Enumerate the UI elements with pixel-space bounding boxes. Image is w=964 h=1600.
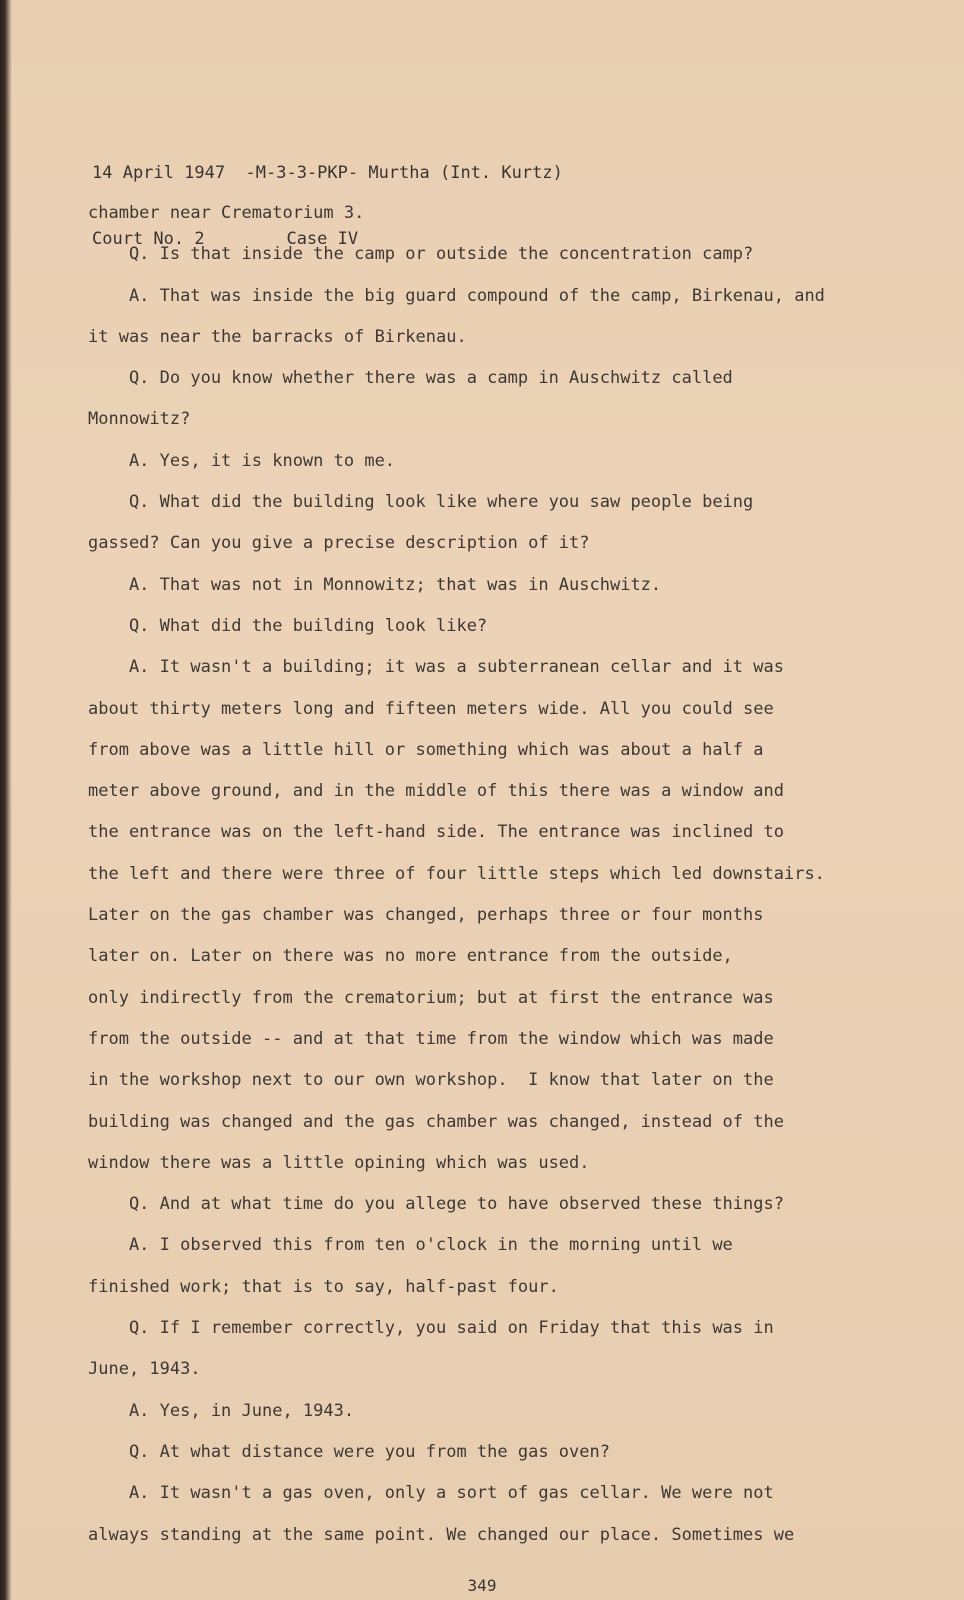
transcript-line: later on. Later on there was no more entrance from the outside,	[88, 946, 733, 967]
transcript-line: always standing at the same point. We changed our place. Sometimes we	[88, 1524, 795, 1545]
transcript-line: it was near the barracks of Birkenau.	[88, 326, 467, 347]
transcript-line: A. It wasn't a building; it was a subterranean cellar and it was	[88, 657, 784, 678]
transcript-line: A. It wasn't a gas oven, only a sort of gas cellar. We were not	[88, 1483, 774, 1504]
transcript-line: meter above ground, and in the middle of this there was a window and	[88, 781, 784, 802]
transcript-line: Q. Do you know whether there was a camp in Auschwitz called	[88, 368, 733, 389]
page-number: 349	[467, 1576, 497, 1595]
transcript-line: Q. Is that inside the camp or outside the concentration camp?	[88, 244, 754, 265]
transcript-line: from above was a little hill or something which was about a half a	[88, 739, 764, 760]
transcript-line: window there was a little opining which was used.	[88, 1152, 590, 1173]
transcript-line: A. Yes, in June, 1943.	[88, 1400, 355, 1421]
transcript-line: gassed? Can you give a precise description of it?	[88, 533, 590, 554]
transcript-line: Monnowitz?	[88, 409, 191, 430]
transcript-line: Q. What did the building look like where you saw people being	[88, 492, 754, 513]
transcript-line: Q. And at what time do you allege to have observed these things?	[88, 1194, 784, 1215]
transcript-body	[88, 200, 888, 1563]
transcript-line: Q. What did the building look like?	[88, 615, 488, 636]
transcript-line: Later on the gas chamber was changed, perhaps three or four months	[88, 905, 764, 926]
header-court-line: Court No. 2 Case IV	[92, 229, 359, 249]
transcript-line: from the outside -- and at that time from the window which was made	[88, 1028, 774, 1049]
torn-left-edge	[0, 0, 12, 1600]
transcript-line: the entrance was on the left-hand side. The entrance was inclined to	[88, 822, 784, 843]
header-date-line: 14 April 1947 -M-3-3-PKP- Murtha (Int. Kurtz)	[92, 163, 563, 183]
transcript-line: Q. If I remember correctly, you said on Friday that this was in	[88, 1318, 774, 1339]
transcript-line: chamber near Crematorium 3.	[88, 203, 365, 223]
transcript-line: the left and there were three of four little steps which led downstairs.	[88, 863, 825, 884]
transcript-line: building was changed and the gas chamber was changed, instead of the	[88, 1111, 784, 1132]
transcript-line: about thirty meters long and fifteen meters wide. All you could see	[88, 698, 774, 719]
transcript-line: Q. At what distance were you from the gas oven?	[88, 1441, 610, 1462]
transcript-line: June, 1943.	[88, 1359, 201, 1380]
transcript-line: A. That was not in Monnowitz; that was in Auschwitz.	[88, 574, 662, 595]
transcript-line: only indirectly from the crematorium; but at first the entrance was	[88, 987, 774, 1008]
transcript-line: in the workshop next to our own workshop. I know that later on the	[88, 1070, 774, 1091]
transcript-line: A. I observed this from ten o'clock in the morning until we	[88, 1235, 733, 1256]
transcript-line: finished work; that is to say, half-past four.	[88, 1276, 559, 1297]
transcript-line: A. That was inside the big guard compound of the camp, Birkenau, and	[88, 285, 825, 306]
transcript-line: A. Yes, it is known to me.	[88, 450, 396, 471]
